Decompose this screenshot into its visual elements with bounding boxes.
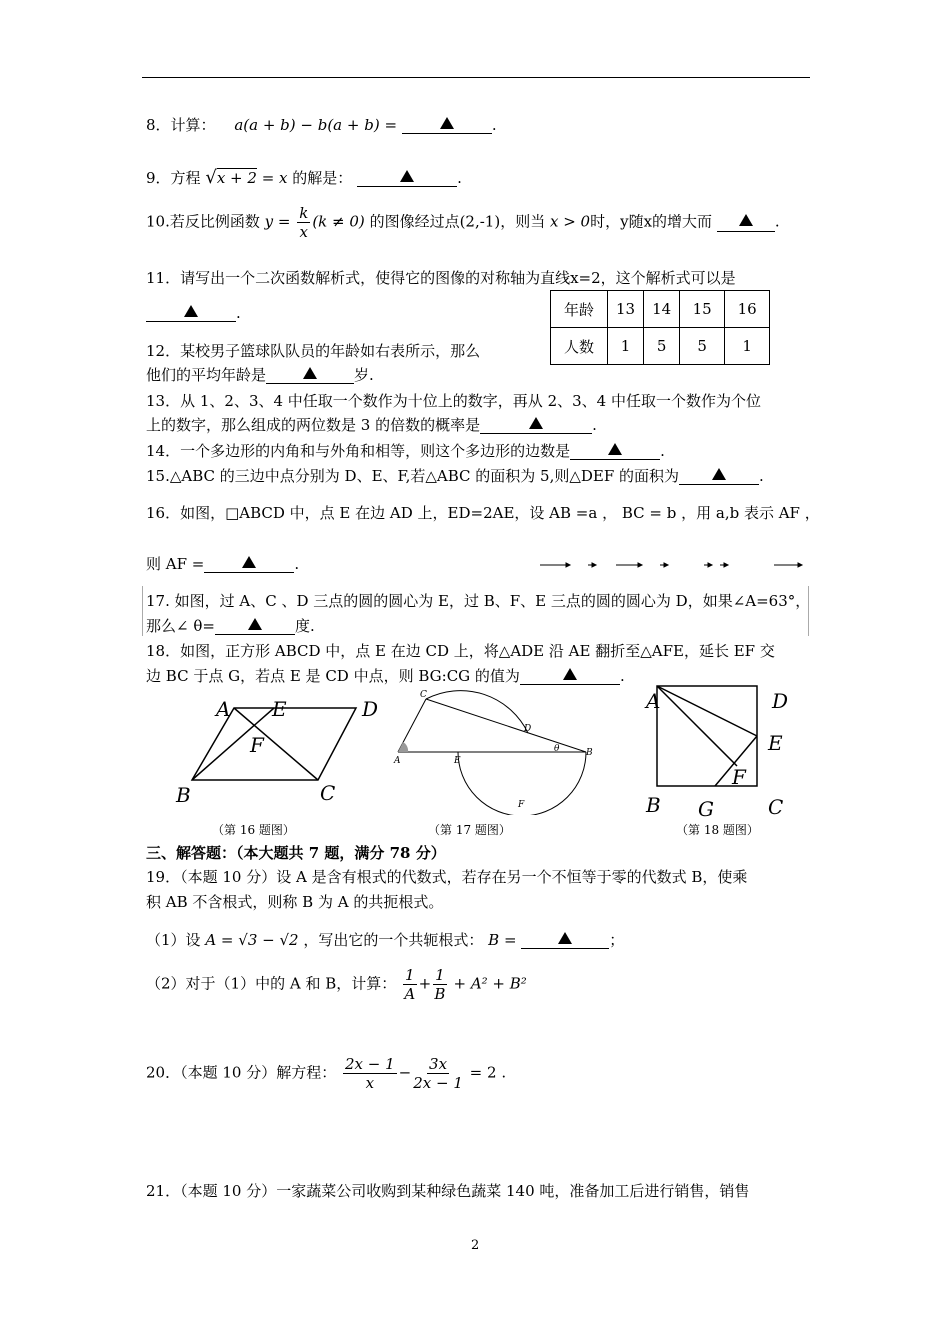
- figure-17: [390, 685, 610, 815]
- question-19-line2: 积 AB 不含根式，则称 B 为 A 的共扼根式。: [146, 893, 444, 911]
- table-row: 年龄 13 14 15 16: [551, 291, 770, 328]
- fraction: $\frac{k}{x}$: [299, 204, 309, 241]
- question-9: 9．方程 √x + 2 = x 的解是： .: [146, 167, 462, 188]
- fraction: $\frac{2x - 1}{x}$: [345, 1055, 395, 1092]
- question-21: 21．（本题 10 分）一家蔬菜公司收购到某种绿色蔬菜 140 吨，准备加工后进行销售，销售: [146, 1182, 750, 1200]
- triangle-icon: [248, 618, 262, 630]
- figure-17-caption: （第 17 题图）: [428, 823, 511, 837]
- question-17-line2: 那么∠ θ= 度.: [146, 617, 315, 635]
- label: G: [698, 797, 714, 820]
- fraction: $\frac{1}{B}$: [434, 966, 446, 1003]
- fraction: $\frac{3x}{2x - 1}$: [413, 1055, 463, 1092]
- label: B: [176, 783, 191, 807]
- question-18: 18．如图，正方形 ABCD 中，点 E 在边 CD 上，将△ADE 沿 AE 翻折至△AFE，延长 EF 交: [146, 642, 775, 660]
- question-19-part1: （1）设 A = √3 − √2 ，写出它的一个共轭根式： B = ；: [146, 931, 625, 949]
- label: A: [394, 756, 401, 766]
- label: E: [272, 697, 287, 721]
- border-line: [142, 586, 144, 636]
- fraction: $\frac{1}{A}$: [404, 966, 416, 1003]
- label: F: [732, 765, 746, 789]
- figure-18-caption: （第 18 题图）: [676, 823, 759, 837]
- label: C: [320, 781, 336, 805]
- question-8: 8．计算： a(a + b) − b(a + b) = .: [146, 116, 497, 134]
- label: θ: [554, 744, 560, 754]
- answer-blank[interactable]: [357, 168, 457, 187]
- answer-blank[interactable]: [521, 930, 609, 949]
- label: A: [216, 697, 231, 721]
- triangle-icon: [184, 305, 198, 317]
- figure-16: [170, 692, 390, 812]
- label: C: [768, 795, 784, 819]
- question-16-line2: 则 AF = .: [146, 555, 300, 573]
- question-14: 14．一个多边形的内角和与外角和相等，则这个多边形的边数是 .: [146, 442, 665, 460]
- triangle-icon: [608, 443, 622, 455]
- label: A: [646, 689, 661, 713]
- question-11: 11．请写出一个二次函数解析式，使得它的图像的对称轴为直线x=2，这个解析式可以是: [146, 269, 736, 287]
- page-number: 2: [471, 1238, 480, 1253]
- question-12: 12．某校男子篮球队队员的年龄如右表所示，那么: [146, 342, 481, 360]
- triangle-icon: [739, 214, 753, 226]
- question-10: 10.若反比例函数 y = $\frac{k}{x}$ (k ≠ 0) 的图像经过点(2,-1)，则当 x > 0时，y随x的增大而 .: [146, 204, 780, 241]
- q8-expression: a(a + b) − b(a + b) =: [234, 116, 398, 134]
- question-19: 19．（本题 10 分）设 A 是含有根式的代数式，若存在另一个不恒等于零的代数式 B，使乘: [146, 868, 748, 886]
- label: E: [768, 731, 783, 755]
- table-row: 人数 1 5 5 1: [551, 328, 770, 365]
- triangle-icon: [303, 367, 317, 379]
- answer-blank[interactable]: [480, 415, 592, 434]
- figure-18: [640, 680, 800, 820]
- triangle-icon: [440, 117, 454, 129]
- question-13-line2: 上的数字，那么组成的两位数是 3 的倍数的概率是 .: [146, 416, 597, 434]
- question-17: 17. 如图，过 A、C 、D 三点的圆的圆心为 E，过 B、F、E 三点的圆的圆心为 D，如果∠A=63°，: [146, 592, 811, 610]
- answer-blank[interactable]: [204, 554, 294, 573]
- answer-blank[interactable]: [520, 666, 620, 685]
- label: B: [586, 748, 593, 758]
- sqrt-icon: √: [205, 167, 217, 188]
- age-table: [550, 290, 770, 365]
- triangle-icon: [563, 668, 577, 680]
- triangle-icon: [400, 170, 414, 182]
- vector-arrows: [530, 558, 810, 572]
- label: B: [646, 793, 661, 817]
- header-rule: [142, 77, 810, 78]
- label: D: [362, 697, 379, 721]
- question-12-line2: 他们的平均年龄是 岁.: [146, 366, 374, 384]
- answer-blank[interactable]: [717, 213, 775, 232]
- question-20: 20．（本题 10 分）解方程： $\frac{2x - 1}{x}$ − $\frac{3x}{2x - 1}$ = 2 .: [146, 1055, 507, 1092]
- answer-blank[interactable]: [679, 466, 759, 485]
- answer-blank[interactable]: [402, 115, 492, 134]
- figure-16-caption: （第 16 题图）: [212, 823, 295, 837]
- label: E: [454, 756, 461, 766]
- triangle-icon: [242, 556, 256, 568]
- triangle-icon: [529, 417, 543, 429]
- label: D: [524, 724, 532, 734]
- question-18-line2: 边 BC 于点 G，若点 E 是 CD 中点，则 BG:CG 的值为 .: [146, 667, 625, 685]
- answer-blank[interactable]: [570, 441, 660, 460]
- triangle-icon: [712, 468, 726, 480]
- section-3-title: 三、解答题：（本大题共 7 题，满分 78 分）: [146, 844, 446, 862]
- question-15: 15.△ABC 的三边中点分别为 D、E、F,若△ABC 的面积为 5,则△DEF 的面积为 .: [146, 467, 764, 485]
- question-13: 13．从 1、2、3、4 中任取一个数作为十位上的数字，再从 2、3、4 中任取一个数作为个位: [146, 392, 761, 410]
- question-19-part2: （2）对于（1）中的 A 和 B，计算： $\frac{1}{A}$ + $\frac{1}{B}$ + A² + B²: [146, 966, 527, 1003]
- answer-blank[interactable]: [266, 365, 354, 384]
- question-16: 16．如图，□ABCD 中，点 E 在边 AD 上，ED=2AE，设 AB =a ， BC = b ，用 a,b 表示 AF ，: [146, 504, 820, 522]
- answer-blank[interactable]: [146, 303, 236, 322]
- label: F: [518, 800, 525, 810]
- triangle-icon: [558, 932, 572, 944]
- question-11-blank: .: [146, 303, 241, 323]
- answer-blank[interactable]: [215, 616, 295, 635]
- label: C: [420, 690, 427, 700]
- label: F: [250, 733, 264, 757]
- label: D: [772, 689, 789, 713]
